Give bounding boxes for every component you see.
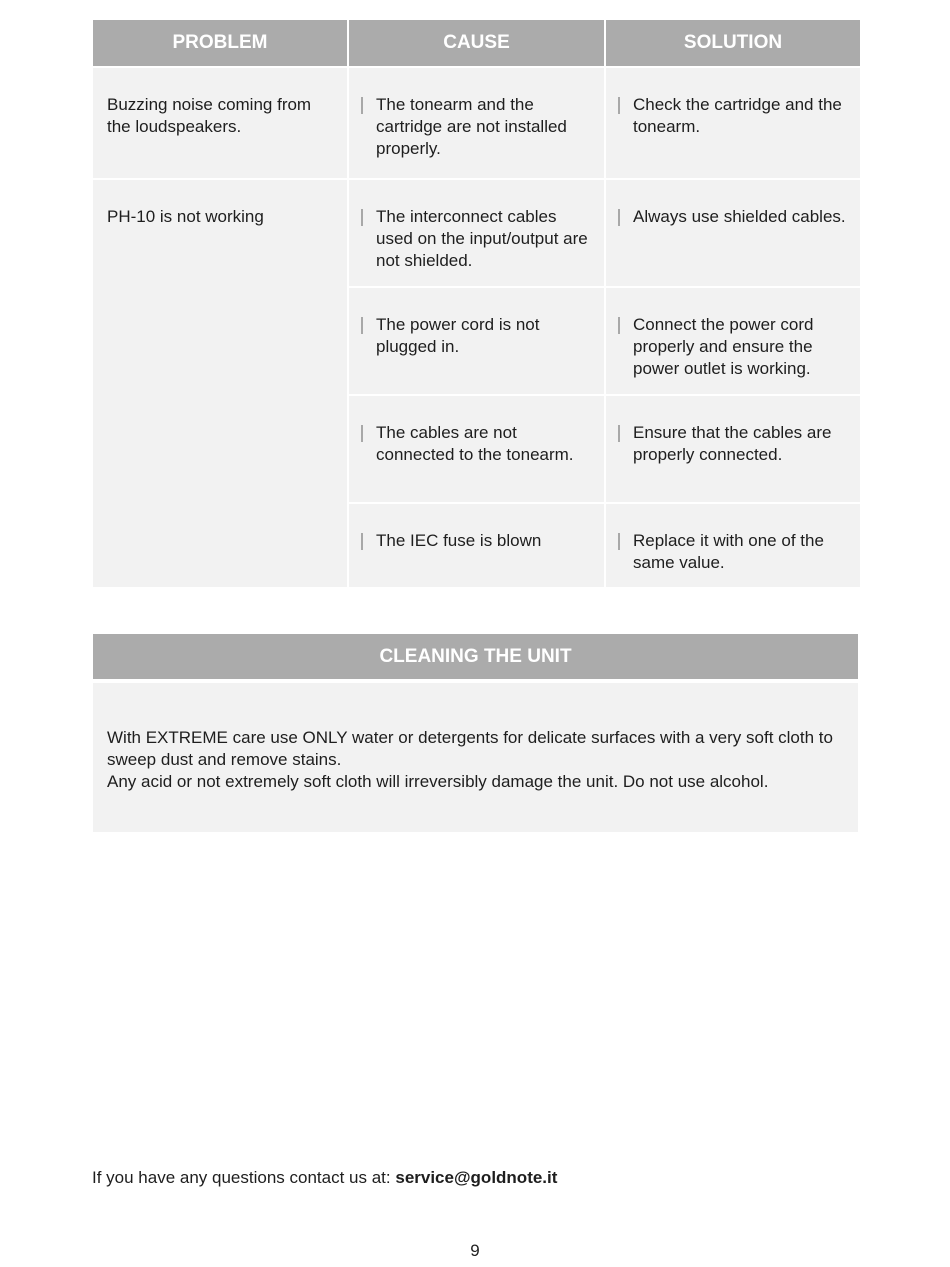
solution-cell — [606, 66, 860, 178]
cause-cell — [349, 502, 604, 587]
solution-text: Check the cartridge and the tonearm. — [633, 95, 842, 136]
solution-cell — [606, 394, 860, 502]
cleaning-instruction: With EXTREME care use ONLY water or detergents for delicate surfaces with a very soft cloth to sweep dust and remove stains. — [107, 728, 833, 769]
cleaning-warning: Any acid or not extremely soft cloth will irreversibly damage the unit. Do not use alcohol. — [107, 772, 769, 791]
cell-divider-bar — [361, 425, 363, 442]
contact-line — [92, 1166, 557, 1190]
page-number: 9 — [470, 1241, 480, 1260]
cleaning-section-title: CLEANING THE UNIT — [93, 634, 858, 679]
cause-text: The power cord is not plugged in. — [376, 315, 540, 356]
solution-text: Replace it with one of the same value. — [633, 531, 824, 572]
cause-text: The cables are not connected to the tonearm. — [376, 423, 574, 464]
cell-divider-bar — [618, 97, 620, 114]
cell-divider-bar — [618, 317, 620, 334]
problem-cell-buzzing: Buzzing noise coming from the loudspeakers. — [93, 66, 347, 178]
cell-divider-bar — [361, 317, 363, 334]
contact-text: If you have any questions contact us at: — [92, 1168, 396, 1187]
cause-text: The tonearm and the cartridge are not installed properly. — [376, 95, 567, 158]
cell-divider-bar — [361, 209, 363, 226]
contact-email[interactable]: service@goldnote.it — [395, 1168, 558, 1187]
solution-cell — [606, 286, 860, 394]
cell-divider-bar — [618, 425, 620, 442]
cause-cell — [349, 178, 604, 286]
troubleshooting-table — [93, 20, 858, 587]
cell-divider-bar — [618, 209, 620, 226]
cause-cell — [349, 394, 604, 502]
cell-divider-bar — [361, 97, 363, 114]
cell-divider-bar — [618, 533, 620, 550]
cause-cell — [349, 66, 604, 178]
problem-cell-not-working: PH-10 is not working — [93, 178, 347, 587]
solution-text: Ensure that the cables are properly connected. — [633, 423, 832, 464]
header-cause: CAUSE — [349, 20, 604, 66]
solution-cell — [606, 502, 860, 587]
solution-text: Always use shielded cables. — [633, 207, 846, 226]
cause-cell — [349, 286, 604, 394]
solution-text: Connect the power cord properly and ensure the power outlet is working. — [633, 315, 814, 378]
solution-cell — [606, 178, 860, 286]
header-problem: PROBLEM — [93, 20, 347, 66]
cell-divider-bar — [361, 533, 363, 550]
cause-text: The IEC fuse is blown — [376, 531, 542, 550]
cleaning-section-body — [93, 683, 858, 832]
header-solution: SOLUTION — [606, 20, 860, 66]
cause-text: The interconnect cables used on the input/output are not shielded. — [376, 207, 588, 270]
